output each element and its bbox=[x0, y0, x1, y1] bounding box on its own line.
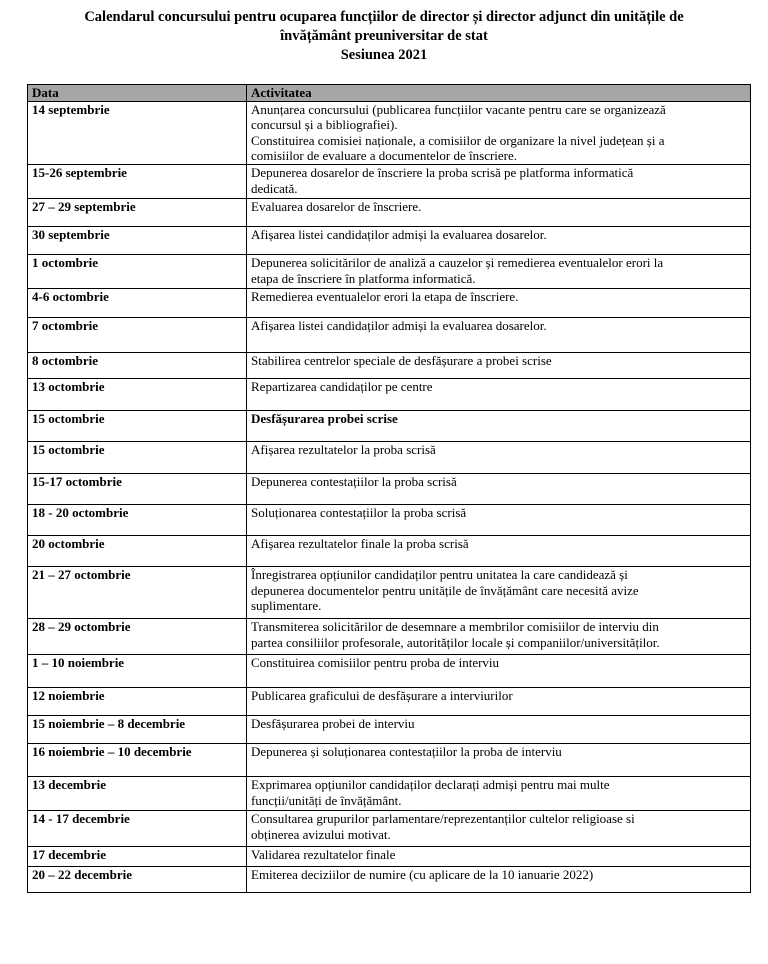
row-date: 13 octombrie bbox=[28, 378, 247, 410]
activity-line: etapa de înscriere în platforma informatică. bbox=[251, 270, 476, 286]
activity-line: Stabilirea centrelor speciale de desfășurare a probei scrise bbox=[251, 352, 552, 368]
table-row bbox=[28, 743, 751, 776]
activity-line: Constituirea comisiilor pentru proba de interviu bbox=[251, 654, 500, 670]
row-date: 16 noiembrie – 10 decembrie bbox=[28, 743, 247, 776]
row-activity bbox=[247, 504, 751, 535]
title-line-3: Sesiunea 2021 bbox=[340, 47, 428, 63]
row-date: 14 - 17 decembrie bbox=[28, 810, 247, 846]
table-row bbox=[28, 473, 751, 504]
activity-line: Desfășurarea probei scrise bbox=[251, 410, 398, 426]
activity-line: Depunerea contestațiilor la proba scrisă bbox=[251, 473, 457, 489]
row-date: 21 – 27 octombrie bbox=[28, 566, 247, 618]
row-date: 1 – 10 noiembrie bbox=[28, 654, 247, 687]
row-date: 8 octombrie bbox=[28, 352, 247, 378]
activity-line: Afișarea rezultatelor finale la proba scrisă bbox=[251, 535, 469, 551]
row-date: 30 septembrie bbox=[28, 226, 247, 254]
activity-line: Evaluarea dosarelor de înscriere. bbox=[251, 198, 422, 214]
row-activity bbox=[247, 164, 751, 198]
table-row bbox=[28, 866, 751, 892]
table-row bbox=[28, 198, 751, 226]
row-activity bbox=[247, 198, 751, 226]
table-row bbox=[28, 441, 751, 473]
table-row bbox=[28, 654, 751, 687]
activity-line: Remedierea eventualelor erori la etapa de înscriere. bbox=[251, 288, 519, 304]
table-row bbox=[28, 687, 751, 715]
table-row bbox=[28, 776, 751, 810]
activity-line: suplimentare. bbox=[251, 598, 322, 614]
table-row bbox=[28, 715, 751, 743]
row-date: 1 octombrie bbox=[28, 254, 247, 288]
row-activity bbox=[247, 687, 751, 715]
document-title bbox=[0, 0, 768, 65]
table-row bbox=[28, 226, 751, 254]
row-date: 13 decembrie bbox=[28, 776, 247, 810]
activity-line: Depunerea și soluționarea contestațiilor la proba de interviu bbox=[251, 743, 562, 759]
table-row bbox=[28, 810, 751, 846]
activity-line: Emiterea deciziilor de numire (cu aplicare de la 10 ianuarie 2022) bbox=[251, 866, 594, 882]
row-date: 20 – 22 decembrie bbox=[28, 866, 247, 892]
row-date: 28 – 29 octombrie bbox=[28, 618, 247, 654]
title-line-2: învățământ preuniversitar de stat bbox=[280, 28, 488, 44]
activity-line: Depunerea solicitărilor de analiză a cauzelor și remedierea eventualelor erori la bbox=[251, 254, 664, 270]
activity-line: Consultarea grupurilor parlamentare/reprezentanților cultelor religioase si bbox=[251, 810, 635, 826]
row-activity bbox=[247, 715, 751, 743]
activity-line: Anunțarea concursului (publicarea funcțiilor vacante pentru care se organizează bbox=[251, 101, 666, 117]
row-date: 20 octombrie bbox=[28, 535, 247, 566]
row-activity bbox=[247, 378, 751, 410]
row-activity bbox=[247, 317, 751, 352]
row-activity bbox=[247, 441, 751, 473]
row-date: 4-6 octombrie bbox=[28, 288, 247, 317]
activity-line: concursul și a bibliografiei). bbox=[251, 117, 398, 133]
activity-line: Desfășurarea probei de interviu bbox=[251, 715, 415, 731]
activity-line: Afișarea listei candidaților admiși la evaluarea dosarelor. bbox=[251, 226, 547, 242]
row-activity bbox=[247, 254, 751, 288]
table-row bbox=[28, 101, 751, 164]
activity-line: Înregistrarea opțiunilor candidaților pentru unitatea la care candidează și bbox=[251, 566, 628, 582]
row-activity bbox=[247, 410, 751, 441]
row-date: 18 - 20 octombrie bbox=[28, 504, 247, 535]
header-date: Data bbox=[28, 85, 247, 102]
table-row bbox=[28, 618, 751, 654]
row-activity bbox=[247, 618, 751, 654]
row-date: 14 septembrie bbox=[28, 101, 247, 164]
row-activity bbox=[247, 743, 751, 776]
row-activity bbox=[247, 654, 751, 687]
row-activity bbox=[247, 352, 751, 378]
activity-line: funcții/unități de învățământ. bbox=[251, 792, 402, 808]
row-activity bbox=[247, 810, 751, 846]
title-line-1: Calendarul concursului pentru ocuparea funcțiilor de director și director adjunct din unitățile de bbox=[84, 9, 684, 25]
row-date: 12 noiembrie bbox=[28, 687, 247, 715]
row-activity bbox=[247, 846, 751, 866]
activity-line: partea consiliilor profesorale, autorităților locale și companiilor/universităților. bbox=[251, 634, 660, 650]
table-row bbox=[28, 164, 751, 198]
table-row bbox=[28, 317, 751, 352]
table-header-row bbox=[28, 85, 751, 102]
row-date: 15 octombrie bbox=[28, 410, 247, 441]
activity-line: Depunerea dosarelor de înscriere la proba scrisă pe platforma informatică bbox=[251, 164, 634, 180]
table-row bbox=[28, 410, 751, 441]
table-row bbox=[28, 352, 751, 378]
activity-line: Exprimarea opțiunilor candidaților declarați admiși pentru mai multe bbox=[251, 776, 610, 792]
row-activity bbox=[247, 288, 751, 317]
table-row bbox=[28, 846, 751, 866]
header-activity: Activitatea bbox=[247, 85, 751, 102]
row-activity bbox=[247, 101, 751, 164]
row-activity bbox=[247, 866, 751, 892]
activity-line: dedicată. bbox=[251, 180, 298, 196]
row-date: 15 octombrie bbox=[28, 441, 247, 473]
row-activity bbox=[247, 535, 751, 566]
row-date: 27 – 29 septembrie bbox=[28, 198, 247, 226]
activity-line: Afișarea listei candidaților admiși la evaluarea dosarelor. bbox=[251, 317, 547, 333]
row-date: 15 noiembrie – 8 decembrie bbox=[28, 715, 247, 743]
row-date: 15-17 octombrie bbox=[28, 473, 247, 504]
activity-line: Publicarea graficului de desfășurare a interviurilor bbox=[251, 687, 513, 703]
activity-line: comisiilor de evaluare a documentelor de înscriere. bbox=[251, 148, 518, 164]
row-date: 7 octombrie bbox=[28, 317, 247, 352]
activity-line: Repartizarea candidaților pe centre bbox=[251, 378, 433, 394]
table-row bbox=[28, 288, 751, 317]
activity-line: obținerea avizului motivat. bbox=[251, 826, 391, 842]
table-row bbox=[28, 566, 751, 618]
row-activity bbox=[247, 226, 751, 254]
activity-line: Constituirea comisiei naționale, a comisiilor de organizare la nivel județean și a bbox=[251, 132, 665, 148]
table-row bbox=[28, 254, 751, 288]
table-row bbox=[28, 535, 751, 566]
activity-line: Transmiterea solicitărilor de desemnare a membrilor comisiilor de interviu din bbox=[251, 618, 659, 634]
row-date: 17 decembrie bbox=[28, 846, 247, 866]
row-activity bbox=[247, 473, 751, 504]
row-activity bbox=[247, 776, 751, 810]
table-row bbox=[28, 504, 751, 535]
activity-line: Soluționarea contestațiilor la proba scrisă bbox=[251, 504, 467, 520]
calendar-table bbox=[27, 84, 751, 893]
activity-line: Validarea rezultatelor finale bbox=[251, 846, 396, 862]
row-date: 15-26 septembrie bbox=[28, 164, 247, 198]
activity-line: depunerea documentelor pentru unitățile de învățământ care necesită avize bbox=[251, 582, 639, 598]
activity-line: Afișarea rezultatelor la proba scrisă bbox=[251, 441, 436, 457]
table-row bbox=[28, 378, 751, 410]
row-activity bbox=[247, 566, 751, 618]
